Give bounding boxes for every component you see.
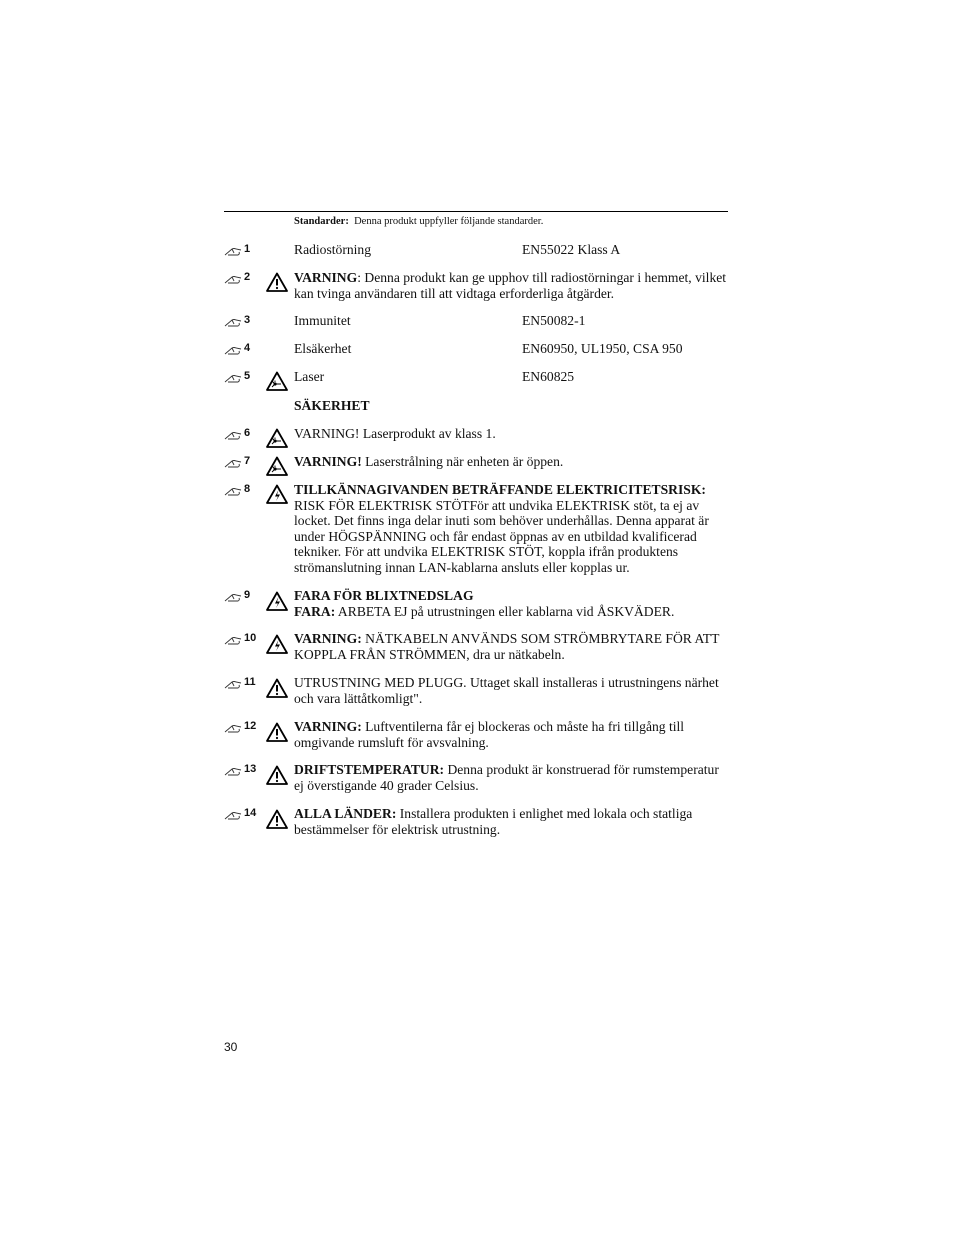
row-marker — [224, 454, 264, 470]
row-value: EN60825 — [522, 369, 575, 384]
laser-warning-icon — [266, 371, 288, 391]
row-text: Elsäkerhet — [294, 341, 352, 356]
laser-warning-icon — [266, 456, 288, 476]
safety-heading: SÄKERHET — [294, 398, 370, 413]
pointing-hand-icon — [224, 634, 242, 650]
row-number: 6 — [244, 427, 251, 439]
exclamation-warning-icon — [266, 809, 288, 829]
row-value: EN60950, UL1950, CSA 950 — [522, 341, 683, 356]
pointing-hand-icon — [224, 273, 242, 289]
row-marker — [224, 631, 264, 647]
row-text: Radiostörning — [294, 242, 372, 257]
row-text — [294, 588, 730, 619]
row-number: 14 — [244, 807, 257, 819]
pointing-hand-icon — [224, 722, 242, 738]
row-marker — [224, 719, 264, 735]
electric-warning-icon — [266, 591, 288, 611]
row-bold: VARNING! — [294, 454, 362, 469]
laser-warning-icon — [266, 428, 288, 448]
row-bold: TILLKÄNNAGIVANDEN BETRÄFFANDE ELEKTRICITETSRISK: — [294, 482, 706, 497]
row-text — [294, 454, 730, 470]
row-body: ARBETA EJ på utrustningen eller kablarna vid ÅSKVÄDER. — [335, 603, 675, 619]
row-marker — [224, 482, 264, 498]
row-text — [294, 719, 730, 750]
top-rule — [224, 211, 728, 212]
row-text: Laser — [294, 369, 325, 384]
row-number: 2 — [244, 271, 251, 283]
electric-warning-icon — [266, 484, 288, 504]
row-marker — [224, 369, 264, 385]
row-value: EN55022 Klass A — [522, 242, 621, 257]
exclamation-warning-icon — [266, 722, 288, 742]
row-number: 12 — [244, 720, 257, 732]
exclamation-warning-icon — [266, 272, 288, 292]
row-marker — [224, 341, 264, 357]
pointing-hand-icon — [224, 372, 242, 388]
row-number: 9 — [244, 589, 251, 601]
row-number: 4 — [244, 342, 251, 354]
row-bold-2: FARA: — [294, 603, 336, 619]
page-number: 30 — [224, 1040, 238, 1054]
row-number: 7 — [244, 455, 251, 467]
pointing-hand-icon — [224, 344, 242, 360]
pointing-hand-icon — [224, 485, 242, 501]
pointing-hand-icon — [224, 809, 242, 825]
row-number: 1 — [244, 243, 251, 255]
row-bold: ALLA LÄNDER: — [294, 806, 397, 821]
pointing-hand-icon — [224, 429, 242, 445]
pointing-hand-icon — [224, 765, 242, 781]
row-value: EN50082-1 — [522, 313, 586, 328]
row-marker — [224, 242, 264, 258]
row-marker — [224, 675, 264, 691]
pointing-hand-icon — [224, 316, 242, 332]
row-number: 11 — [244, 676, 256, 688]
row-body: NÄTKABELN ANVÄNDS SOM STRÖMBRYTARE FÖR ATT KOPPLA FRÅN STRÖMMEN, dra ur nätkabeln. — [294, 631, 720, 662]
row-text — [294, 482, 730, 576]
standards-line — [294, 216, 543, 227]
row-bold: VARNING — [294, 270, 358, 285]
row-marker — [224, 426, 264, 442]
row-text — [294, 762, 730, 793]
pointing-hand-icon — [224, 245, 242, 261]
row-text: UTRUSTNING MED PLUGG. Uttaget skall installeras i utrustningens närhet och vara lättåtkomligt". — [294, 675, 719, 706]
row-number: 8 — [244, 483, 251, 495]
row-body: Denna produkt är konstruerad för rumstemperatur ej överstigande 40 grader Celsius. — [294, 762, 719, 793]
exclamation-warning-icon — [266, 765, 288, 785]
row-bold: DRIFTSTEMPERATUR: — [294, 762, 445, 777]
row-body: Installera produkten i enlighet med lokala och statliga bestämmelser för elektrisk utrustning. — [294, 806, 693, 837]
row-text — [294, 270, 730, 301]
row-text: VARNING! Laserprodukt av klass 1. — [294, 426, 496, 441]
row-text — [294, 806, 730, 837]
pointing-hand-icon — [224, 457, 242, 473]
row-body: : Denna produkt kan ge upphov till radiostörningar i hemmet, vilket kan tvinga användaren till att vidtaga erforderliga åtgärder. — [294, 270, 727, 301]
row-marker — [224, 806, 264, 822]
row-body: Luftventilerna får ej blockeras och måste ha fri tillgång till omgivande rumsluft för avsvalning. — [294, 719, 685, 750]
row-number: 3 — [244, 314, 251, 326]
row-bold: VARNING: — [294, 631, 362, 646]
row-number: 10 — [244, 632, 257, 644]
row-marker — [224, 762, 264, 778]
standards-label: Standarder: — [294, 216, 349, 227]
row-text: Immunitet — [294, 313, 351, 328]
row-bold: VARNING: — [294, 719, 362, 734]
row-number: 13 — [244, 763, 257, 775]
electric-warning-icon — [266, 634, 288, 654]
row-marker — [224, 588, 264, 604]
row-body: RISK FÖR ELEKTRISK STÖTFör att undvika ELEKTRISK stöt, ta ej av locket. Det finns inga delar inuti som behöver underhållas. Denna apparat är under HÖGSPÄNNING och får endast öppnas av en utbildad kvalificerad tekniker. För att undvika ELEKTRISK STÖT, koppla ifrån produktens strömanslutning innan LAN-kablarna ansluts eller kopplas ur. — [294, 497, 709, 575]
pointing-hand-icon — [224, 678, 242, 694]
row-marker — [224, 270, 264, 286]
row-number: 5 — [244, 370, 251, 382]
pointing-hand-icon — [224, 591, 242, 607]
row-text — [294, 631, 730, 662]
row-bold: FARA FÖR BLIXTNEDSLAG — [294, 588, 474, 603]
standards-text: Denna produkt uppfyller följande standarder. — [354, 216, 544, 227]
row-marker — [224, 313, 264, 329]
exclamation-warning-icon — [266, 678, 288, 698]
row-body: Laserstrålning när enheten är öppen. — [361, 454, 564, 469]
